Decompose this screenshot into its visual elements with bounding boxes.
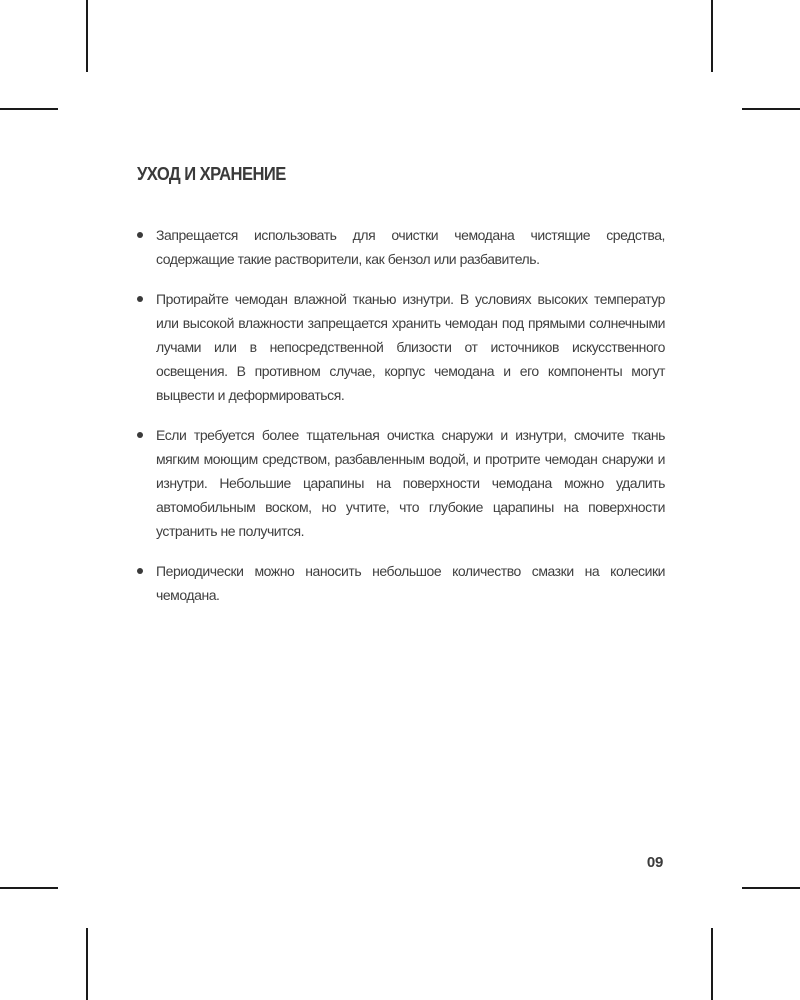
bullet-icon xyxy=(137,232,143,238)
crop-mark-bottom-right-horizontal xyxy=(742,887,800,889)
bullet-icon xyxy=(137,432,143,438)
care-instructions-list xyxy=(137,223,665,607)
list-item-text: Протирайте чемодан влажной тканью изнутри. В условиях высоких температур или высокой влажности запрещается хранить чемодан под прямыми солнечными лучами или в непосредственной близости от источников искусственного освещения. В противном случае, корпус чемодана и его компоненты могут выцвести и деформироваться. xyxy=(156,291,665,403)
page-content xyxy=(137,160,665,623)
list-item-text: Запрещается использовать для очистки чемодана чистящие средства, содержащие такие растворители, как бензол или разбавитель. xyxy=(156,227,665,267)
list-item xyxy=(137,287,665,407)
list-item xyxy=(137,223,665,271)
crop-mark-bottom-left-vertical xyxy=(86,928,88,1000)
page-title: УХОД И ХРАНЕНИЕ xyxy=(137,164,286,184)
page-number: 09 xyxy=(646,854,663,871)
bullet-icon xyxy=(137,568,143,574)
crop-mark-bottom-right-vertical xyxy=(711,928,713,1000)
crop-mark-top-right-vertical xyxy=(711,0,713,72)
crop-mark-top-left-horizontal xyxy=(0,108,58,110)
bullet-icon xyxy=(137,296,143,302)
crop-mark-top-right-horizontal xyxy=(742,108,800,110)
list-item xyxy=(137,559,665,607)
list-item xyxy=(137,423,665,543)
crop-mark-top-left-vertical xyxy=(86,0,88,72)
crop-mark-bottom-left-horizontal xyxy=(0,887,58,889)
list-item-text: Периодически можно наносить небольшое количество смазки на колесики чемодана. xyxy=(156,563,665,603)
list-item-text: Если требуется более тщательная очистка снаружи и изнутри, смочите ткань мягким моющим средством, разбавленным водой, и протрите чемодан снаружи и изнутри. Небольшие царапины на поверхности чемодана можно удалить автомобильным воском, но учтите, что глубокие царапины на поверхности устранить не получится. xyxy=(156,427,665,539)
